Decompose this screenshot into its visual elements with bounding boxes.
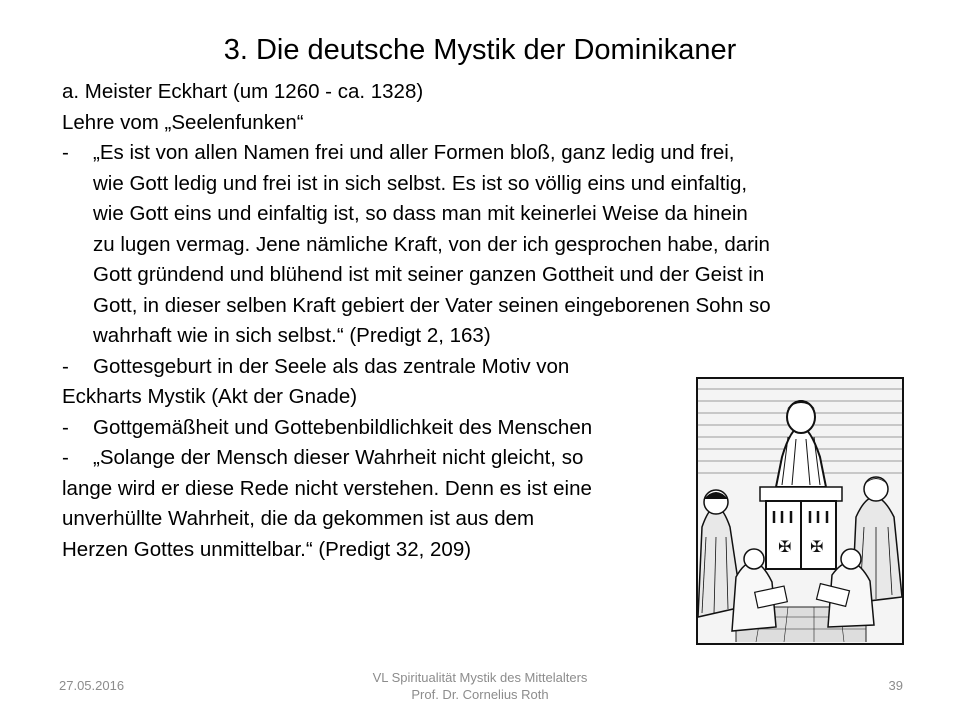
footer-course-info bbox=[300, 669, 660, 703]
quote-1-line: zu lugen vermag. Jene nämliche Kraft, von der ich gesprochen habe, darin bbox=[93, 232, 770, 256]
quote-1-line: wie Gott ledig und frei ist in sich selbst. Es ist so völlig eins und einfaltig, bbox=[93, 171, 748, 195]
svg-text:✠: ✠ bbox=[778, 537, 792, 556]
quote-1 bbox=[93, 138, 771, 352]
topic-heading: Lehre vom „Seelenfunken“ bbox=[62, 110, 304, 134]
subheading: a. Meister Eckhart (um 1260 - ca. 1328) bbox=[62, 80, 424, 103]
quote-2-line: unverhüllte Wahrheit, die da gekommen ist aus dem bbox=[62, 507, 535, 530]
bullet-dash: - bbox=[62, 415, 69, 439]
quote-1-line: Gott, in dieser selben Kraft gebiert der Vater seinen eingeborenen Sohn so bbox=[93, 293, 771, 317]
bullet-text: „Solange der Mensch dieser Wahrheit nicht gleicht, so bbox=[93, 446, 584, 469]
quote-1-line: „Es ist von allen Namen frei und aller Formen bloß, ganz ledig und frei, bbox=[93, 141, 735, 164]
bullet-continuation: Eckharts Mystik (Akt der Gnade) bbox=[62, 385, 358, 408]
bullet-dash: - bbox=[62, 141, 69, 164]
quote-1-line: Gott gründend und blühend ist mit seiner ganzen Gottheit und der Geist in bbox=[93, 263, 765, 286]
bullet-dash: - bbox=[62, 446, 69, 469]
svg-text:✠: ✠ bbox=[810, 537, 824, 556]
quote-2-line: lange wird er diese Rede nicht verstehen. Denn es ist eine bbox=[62, 476, 592, 500]
bullet-text: Gottesgeburt in der Seele als das zentrale Motiv von bbox=[93, 354, 570, 378]
bullet-dash: - bbox=[62, 354, 69, 378]
bullet-quote-1 bbox=[62, 138, 922, 352]
slide-title: 3. Die deutsche Mystik der Dominikaner bbox=[223, 34, 737, 66]
bullet-text: Gottgemäßheit und Gottebenbildlichkeit des Menschen bbox=[93, 415, 593, 439]
quote-1-line: wie Gott eins und einfaltig ist, so dass man mit keinerlei Weise da hinein bbox=[93, 202, 748, 225]
footer-course: VL Spiritualität Mystik des Mittelalters bbox=[372, 670, 588, 685]
footer-author: Prof. Dr. Cornelius Roth bbox=[411, 687, 549, 702]
page-number: 39 bbox=[888, 678, 903, 693]
quote-2-line: Herzen Gottes unmittelbar.“ (Predigt 32, 209) bbox=[62, 537, 472, 561]
woodcut-illustration bbox=[696, 377, 904, 645]
quote-1-line: wahrhaft wie in sich selbst.“ (Predigt 2, 163) bbox=[93, 324, 491, 347]
footer-date: 27.05.2016 bbox=[59, 678, 125, 693]
